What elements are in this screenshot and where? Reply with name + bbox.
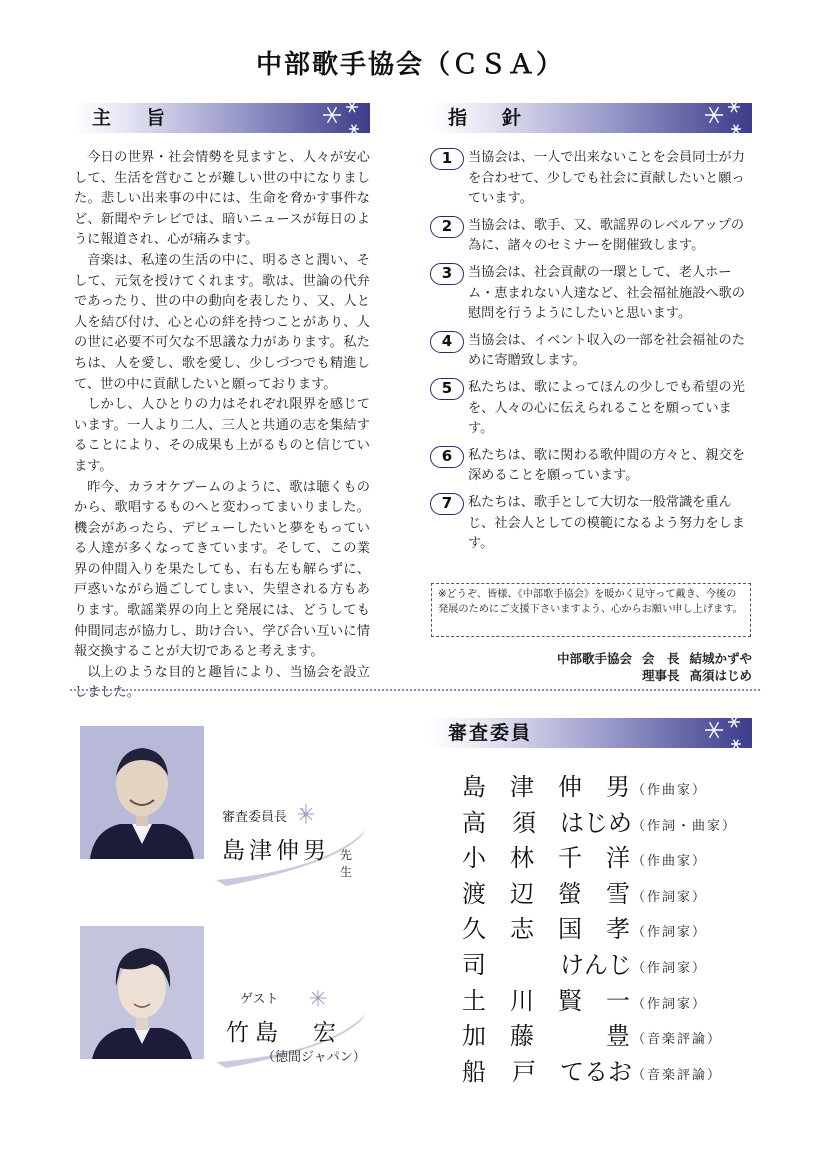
guideline-number: 3 xyxy=(430,263,464,285)
snowflake-icon xyxy=(314,97,366,141)
signature-role: 会 長 xyxy=(641,651,680,666)
guest-photo xyxy=(80,926,204,1059)
judge-role: （作詞家） xyxy=(632,996,708,1012)
judge-name xyxy=(460,772,632,802)
judge-name xyxy=(460,914,632,944)
guest-name: 竹島 宏 xyxy=(226,1020,342,1046)
guest-affiliation: （徳間ジャパン） xyxy=(262,1050,366,1065)
chair-honorific: 先生 xyxy=(340,848,353,879)
name-char: てるお xyxy=(560,1057,632,1086)
guideline-text: 私たちは、歌手として大切な一般常識を重んじ、社会人としての模範になるよう努力をします。 xyxy=(468,494,745,552)
mission-paragraph: 今日の世界・社会情勢を見ますと、人々が安心して、生活を営むことが難しい世の中になりました。悲しい出来事の中には、生命を脅かす事件など、新聞やテレビでは、暗いニュースが毎日のように報道され、心が痛みます。 xyxy=(74,150,370,248)
guest-role: ゲスト xyxy=(240,992,279,1007)
name-char: 螢 xyxy=(558,879,582,908)
guideline-number: 6 xyxy=(430,446,464,468)
name-char: 小 xyxy=(462,844,486,873)
name-char: 伸 xyxy=(558,773,582,801)
name-char: 林 xyxy=(510,844,534,873)
name-char: 島 xyxy=(462,773,486,801)
guideline-item xyxy=(430,216,752,257)
name-char: 津 xyxy=(510,773,534,801)
guidelines-header xyxy=(430,103,752,133)
name-char: 船 xyxy=(462,1057,486,1086)
name-char: 戸 xyxy=(512,1057,536,1086)
judge-row xyxy=(460,1057,760,1093)
name-char: はじめ xyxy=(560,808,632,837)
mission-paragraph: しかし、人ひとりの力はそれぞれ限界を感じています。一人より二人、三人と共通の志を集結することにより、その成果も上がるものと信じています。 xyxy=(74,397,370,474)
guideline-number: 4 xyxy=(430,331,464,353)
chair-name: 島津伸男 xyxy=(222,838,330,864)
judge-row xyxy=(460,950,760,986)
signature-block xyxy=(430,650,752,684)
judge-name xyxy=(460,1057,632,1087)
guideline-number: 2 xyxy=(430,216,464,238)
signature-name: 結城かずや xyxy=(689,651,752,666)
name-char: 須 xyxy=(512,808,536,837)
guidelines-list xyxy=(430,148,752,561)
guideline-number: 1 xyxy=(430,148,464,170)
support-note: ※どうぞ、皆様、《中部歌手協会》を暖かく見守って戴き、今後の発展のためにご支援下さいますよう、心からお願い申し上げます。 xyxy=(431,583,751,637)
judge-row xyxy=(460,808,760,844)
judge-row xyxy=(460,1021,760,1057)
chair-role: 審査委員長 xyxy=(222,810,288,825)
guideline-item xyxy=(430,446,752,487)
judge-row xyxy=(460,772,760,808)
mission-paragraph: 音楽は、私達の生活の中に、明るさと潤い、そして、元気を授けてくれます。歌は、世論の代弁であったり、世の中の動向を表したり、又、人と人を結び付け、心と心の絆を持つことがあり、人の世に必要不可欠な不思議な力があります。私たちは、人を愛し、歌を愛し、少しづつでも精進して、世の中に貢献したいと願っております。 xyxy=(74,252,370,392)
guideline-item xyxy=(430,378,752,440)
guideline-number: 5 xyxy=(430,378,464,400)
name-char: 孝 xyxy=(606,915,630,944)
name-char: 土 xyxy=(462,986,486,1015)
judge-name xyxy=(460,950,632,980)
name-char: 洋 xyxy=(606,844,630,873)
name-char: 司 xyxy=(462,950,486,979)
name-char: 雪 xyxy=(606,879,630,908)
guideline-item xyxy=(430,331,752,372)
judge-role: （作詞家） xyxy=(632,889,708,905)
guideline-number: 7 xyxy=(430,493,464,515)
guideline-text: 当協会は、歌手、又、歌謡界のレベルアップの為に、諸々のセミナーを開催致します。 xyxy=(468,217,745,254)
name-char: 千 xyxy=(558,844,582,873)
mission-header xyxy=(74,103,370,133)
judge-role: （作詞家） xyxy=(632,925,708,941)
judge-name xyxy=(460,843,632,873)
judge-role: （作曲家） xyxy=(632,854,708,870)
name-char: 豊 xyxy=(606,1022,630,1051)
judges-header xyxy=(430,718,752,748)
name-char: 国 xyxy=(558,915,582,944)
mission-paragraph: 以上のような目的と趣旨により、当協会を設立しました。 xyxy=(74,664,370,701)
judge-name xyxy=(460,808,632,838)
name-char xyxy=(510,950,538,980)
name-char: 藤 xyxy=(510,1022,534,1051)
name-char: 辺 xyxy=(510,879,534,908)
judge-role: （作詞家） xyxy=(632,960,708,976)
signature-role: 理事長 xyxy=(641,668,680,683)
page-title: 中部歌手協会（ＣＳＡ） xyxy=(255,50,564,80)
name-char: 高 xyxy=(462,808,486,837)
section-divider xyxy=(70,689,760,691)
name-char: 川 xyxy=(510,986,534,1015)
name-char xyxy=(556,1021,584,1051)
signature-org: 中部歌手協会 xyxy=(556,651,632,666)
guideline-text: 当協会は、一人で出来ないことを会員同士が力を合わせて、少しでも社会に貢献したいと願っています。 xyxy=(468,150,745,207)
guideline-item xyxy=(430,493,752,555)
name-char: 一 xyxy=(606,986,630,1015)
name-char: 久 xyxy=(462,915,486,944)
mission-paragraph: 昨今、カラオケブームのように、歌は聴くものから、歌唱するものへと変わってまいりました。機会があったら、デビューしたいと夢をもっている人達が多くなってきています。そして、この業界の仲間入りを果たしても、右も左も解らずに、戸惑いながら過ごしてしまい、失望される方もあります。歌謡業界の向上と発展には、どうしても仲間同志が協力し、助け合い、学び合い互いに情報交換することが大切であると考えます。 xyxy=(74,479,370,660)
name-char: 渡 xyxy=(462,879,486,908)
judges-heading: 審査委員 xyxy=(448,722,533,744)
signature-name: 高須はじめ xyxy=(689,668,752,683)
name-char: 志 xyxy=(510,915,534,944)
guideline-text: 私たちは、歌によってほんの少しでも希望の光を、人々の心に伝えられることを願っています。 xyxy=(468,379,745,437)
judge-row xyxy=(460,986,760,1022)
judge-row xyxy=(460,879,760,915)
name-char: けんじ xyxy=(560,950,632,979)
mission-body xyxy=(74,148,370,704)
guideline-text: 当協会は、社会貢献の一環として、老人ホーム・恵まれない人達など、社会福祉施設へ歌の慰問を行うようにしたいと思います。 xyxy=(468,264,745,322)
judge-role: （作曲家） xyxy=(632,783,708,798)
guideline-text: 当協会は、イベント収入の一部を社会福祉のために寄贈致します。 xyxy=(468,332,745,369)
judge-name xyxy=(460,879,632,909)
snowflake-icon xyxy=(696,712,748,756)
guideline-item xyxy=(430,148,752,210)
judges-list xyxy=(460,772,760,1092)
judge-role: （作詞・曲家） xyxy=(632,818,738,834)
judge-name xyxy=(460,986,632,1016)
guideline-text: 私たちは、歌に関わる歌仲間の方々と、親交を深めることを願っています。 xyxy=(468,447,745,484)
name-char: 賢 xyxy=(558,986,582,1015)
mission-heading: 主 旨 xyxy=(92,107,174,129)
judge-name xyxy=(460,1021,632,1051)
name-char: 加 xyxy=(462,1022,486,1051)
snowflake-icon xyxy=(696,97,748,141)
judge-role: （音楽評論） xyxy=(632,1067,723,1083)
judge-role: （音楽評論） xyxy=(632,1032,723,1048)
judge-row xyxy=(460,843,760,879)
guidelines-heading: 指 針 xyxy=(448,107,530,129)
guideline-item xyxy=(430,263,752,325)
judge-row xyxy=(460,914,760,950)
name-char: 男 xyxy=(606,773,630,801)
chair-photo xyxy=(80,726,204,859)
